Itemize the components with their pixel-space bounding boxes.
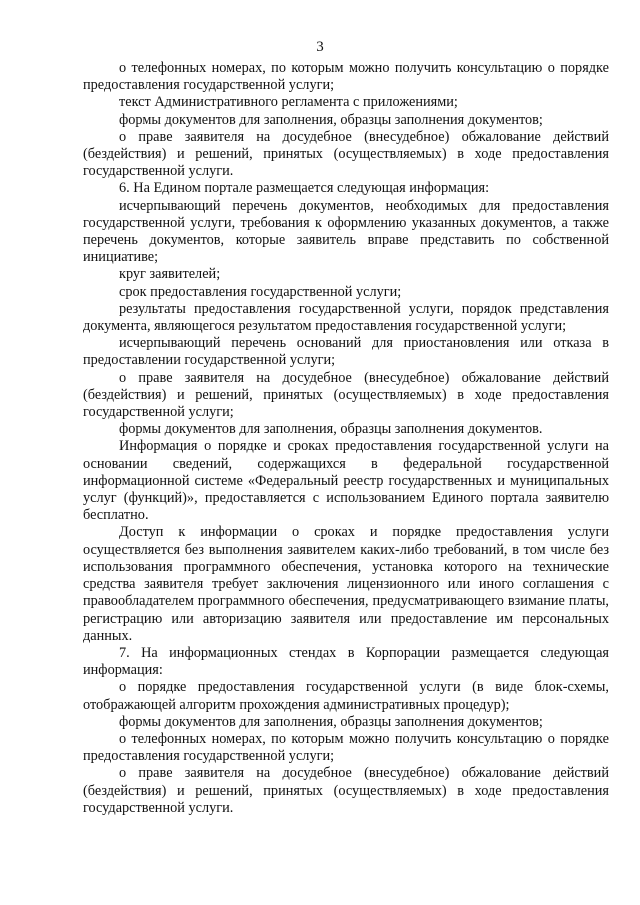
paragraph: о праве заявителя на досудебное (внесудебное) обжалование действий (бездействия) и решений, принятых (осуществляемых) в ходе предоставления государственной услуги; xyxy=(83,369,609,421)
paragraph: результаты предоставления государственной услуги, порядок представления документа, являющегося результатом предоставления государственной услуги; xyxy=(83,300,609,335)
paragraph: срок предоставления государственной услуги; xyxy=(119,283,402,300)
page-number: 3 xyxy=(316,39,324,55)
paragraph: о порядке предоставления государственной услуги (в виде блок-схемы, отображающей алгоритм прохождения административных процедур); xyxy=(83,679,609,713)
paragraph: формы документов для заполнения, образцы заполнения документов. xyxy=(119,421,543,438)
paragraph: Доступ к информации о сроках и порядке предоставления услуги осуществляется без выполнения заявителем каких-либо требований, в том числе без использования программного обеспечения, установка которого на технические средства заявителя требует заключения лицензионного или иного соглашения с правообладателем программного обеспечения, предусматривающего взимание платы, регистрацию или авторизацию заявителя или предоставление им персональных данных. xyxy=(83,524,609,644)
paragraph: 6. На Едином портале размещается следующая информация: xyxy=(119,180,490,197)
paragraph: формы документов для заполнения, образцы заполнения документов; xyxy=(119,713,543,730)
paragraph: Информация о порядке и сроках предоставления государственной услуги на основании сведений, содержащихся в федеральной государственной информационной системе «Федеральный реестр государственных и муниципальных услуг (функций)», предоставляется с использованием Единого портала заявителю бесплатно. xyxy=(83,438,609,524)
paragraph: о телефонных номерах, по которым можно получить консультацию о порядке предоставления государственной услуги; xyxy=(83,730,609,765)
paragraph: 7. На информационных стендах в Корпорации размещается следующая информация: xyxy=(83,644,609,679)
document-body xyxy=(83,60,609,817)
paragraph: о праве заявителя на досудебное (внесудебное) обжалование действий (бездействия) и решений, принятых (осуществляемых) в ходе предоставления государственной услуги. xyxy=(83,128,609,180)
paragraph: исчерпывающий перечень документов, необходимых для предоставления государственной услуги, требования к оформлению указанных документов, а также перечень документов, которые заявитель вправе представить по собственной инициативе; xyxy=(83,197,609,266)
paragraph: круг заявителей; xyxy=(119,266,221,283)
paragraph: формы документов для заполнения, образцы заполнения документов; xyxy=(119,111,543,128)
paragraph: исчерпывающий перечень оснований для приостановления или отказа в предоставлении государственной услуги; xyxy=(83,335,609,369)
paragraph: текст Административного регламента с приложениями; xyxy=(119,94,458,111)
paragraph: о телефонных номерах, по которым можно получить консультацию о порядке предоставления государственной услуги; xyxy=(83,60,609,94)
paragraph: о праве заявителя на досудебное (внесудебное) обжалование действий (бездействия) и решений, принятых (осуществляемых) в ходе предоставления государственной услуги. xyxy=(83,765,609,816)
